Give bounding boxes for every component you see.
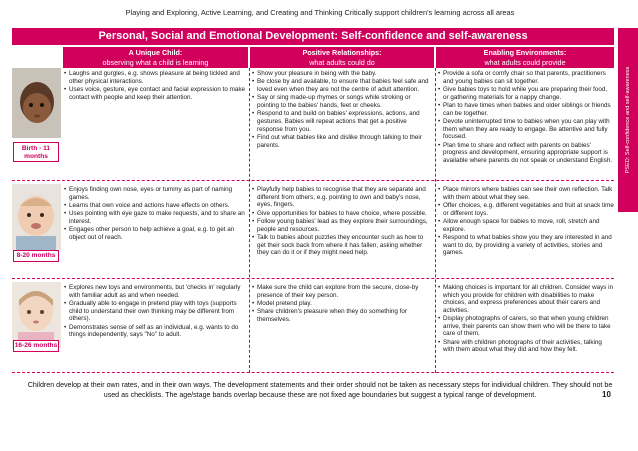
list-item: • Plan to have times when babies and older siblings or friends can be together. — [438, 102, 614, 117]
column-divider — [249, 68, 250, 373]
column-header-child — [63, 47, 248, 68]
baby-photo — [12, 68, 61, 178]
list-item: • Be close by and available, to ensure that babies feel safe and loved even when they are not the centre of adult attention. — [252, 78, 432, 93]
toddler-photo-image — [12, 282, 61, 348]
adult-actions — [252, 70, 432, 150]
toddler-photo — [12, 282, 61, 370]
list-item: • Allow enough space for babies to move, roll, stretch and explore. — [438, 218, 614, 233]
list-item: • Provide a sofa or comfy chair so that parents, practitioners and young babies can sit together. — [438, 70, 614, 85]
column-subtitle: what adults could do — [309, 57, 375, 67]
list-item: • Devote uninterrupted time to babies when you can play with them when they are ready to engage. Be attentive and fully focused. — [438, 118, 614, 141]
list-item: • Share with children photographs of their activities, talking with them about what they did and how they felt. — [438, 339, 614, 354]
list-item: • Model pretend play. — [252, 300, 432, 308]
column-title: Positive Relationships: — [302, 48, 382, 57]
child-observations — [64, 284, 247, 340]
footer-note: Children develop at their own rates, and in their own ways. The development statements and their order should not be taken as necessary steps for individual children. They should not be used as checklists. The age/stage bands overlap because these are not fixed age boundaries but suggest a typical range of development. — [27, 381, 613, 399]
list-item: • Enjoys finding own nose, eyes or tummy as part of naming games. — [64, 186, 247, 201]
column-subtitle: what adults could provide — [484, 57, 566, 67]
column-divider — [435, 68, 436, 373]
list-item: • Playfully help babies to recognise that they are separate and different from others, e.g. pointing to own and baby's nose, eyes, fingers. — [252, 186, 432, 209]
baby-photo-image — [12, 184, 61, 250]
list-item: • Respond to and build on babies' expressions, actions, and gestures. Babies will repeat actions that get a positive response from you. — [252, 110, 432, 133]
column-header-adults — [250, 47, 434, 68]
list-item: • Offer choices, e.g. different vegetables and fruit at snack time or different toys. — [438, 202, 614, 217]
side-tab — [618, 28, 638, 212]
baby-photo — [12, 184, 61, 276]
list-item: • Give opportunities for babies to have choice, where possible. — [252, 210, 432, 218]
age-band-label: 16-26 months — [13, 340, 59, 352]
list-item: • Give babies toys to hold while you are preparing their food, or gathering materials for a nappy change. — [438, 86, 614, 101]
list-item: • Uses voice, gesture, eye contact and facial expression to make contact with people and keep their attention. — [64, 86, 247, 101]
section-banner: Personal, Social and Emotional Development: Self-confidence and self-awareness — [12, 28, 614, 45]
list-item: • Follow young babies' lead as they explore their surroundings, people and resources. — [252, 218, 432, 233]
row-divider — [12, 372, 614, 373]
side-tab-label: PSED: Self-confidence and self-awareness — [625, 66, 631, 174]
list-item: • Explores new toys and environments, but 'checks in' regularly with familiar adult as and when needed. — [64, 284, 247, 299]
column-header-environment — [436, 47, 614, 68]
column-title: A Unique Child: — [128, 48, 183, 57]
page-number: 10 — [602, 390, 611, 399]
column-subtitle: observing what a child is learning — [102, 57, 209, 67]
list-item: • Learns that own voice and actions have effects on others. — [64, 202, 247, 210]
environment-provisions — [438, 284, 614, 355]
list-item: • Place mirrors where babies can see their own reflection. Talk with them about what they see. — [438, 186, 614, 201]
row-divider — [12, 180, 614, 181]
list-item: • Plan time to share and reflect with parents on babies' progress and development, ensuring appropriate support is available where parents do not speak or understand English. — [438, 142, 614, 165]
environment-provisions — [438, 70, 614, 165]
list-item: • Uses pointing with eye gaze to make requests, and to share an interest. — [64, 210, 247, 225]
list-item: • Find out what babies like and dislike through talking to their parents. — [252, 134, 432, 149]
list-item: • Demonstrates sense of self as an individual, e.g. wants to do things independently, says "No" to adult. — [64, 324, 247, 339]
list-item: • Engages other person to help achieve a goal, e.g. to get an object out of reach. — [64, 226, 247, 241]
list-item: • Show your pleasure in being with the baby. — [252, 70, 432, 78]
adult-actions — [252, 284, 432, 324]
child-observations — [64, 70, 247, 102]
environment-provisions — [438, 186, 614, 258]
age-band-label: Birth - 11 months — [13, 142, 59, 162]
list-item: • Make sure the child can explore from the secure, close-by presence of their key person. — [252, 284, 432, 299]
list-item: • Display photographs of carers, so that when young children arrive, their parents can show them who will be there to take care of them. — [438, 315, 614, 338]
age-band-label: 8-20 months — [13, 250, 59, 262]
column-title: Enabling Environments: — [483, 48, 567, 57]
list-item: • Respond to what babies show you they are interested in and want to do, by providing a variety of activities, stories and games. — [438, 234, 614, 257]
list-item: • Gradually able to engage in pretend play with toys (supports child to understand their own thinking may be different from others). — [64, 300, 247, 323]
row-divider — [12, 278, 614, 279]
page-heading: Playing and Exploring, Active Learning, and Creating and Thinking Critically support children's learning across all areas — [125, 8, 515, 17]
adult-actions — [252, 186, 432, 258]
child-observations — [64, 186, 247, 242]
list-item: • Making choices is important for all children. Consider ways in which you provide for children with disabilities to make choices, and express preferences about their carers and activities. — [438, 284, 614, 314]
list-item: • Laughs and gurgles, e.g. shows pleasure at being tickled and other physical interactions. — [64, 70, 247, 85]
list-item: • Talk to babies about puzzles they encounter such as how to get their sock back from where it has fallen, asking whether they can do it or if they might need help. — [252, 234, 432, 257]
baby-photo-image — [12, 68, 61, 138]
list-item: • Share children's pleasure when they do something for themselves. — [252, 308, 432, 323]
list-item: • Say or sing made-up rhymes or songs while stroking or pointing to the babies' hands, feet or cheeks. — [252, 94, 432, 109]
